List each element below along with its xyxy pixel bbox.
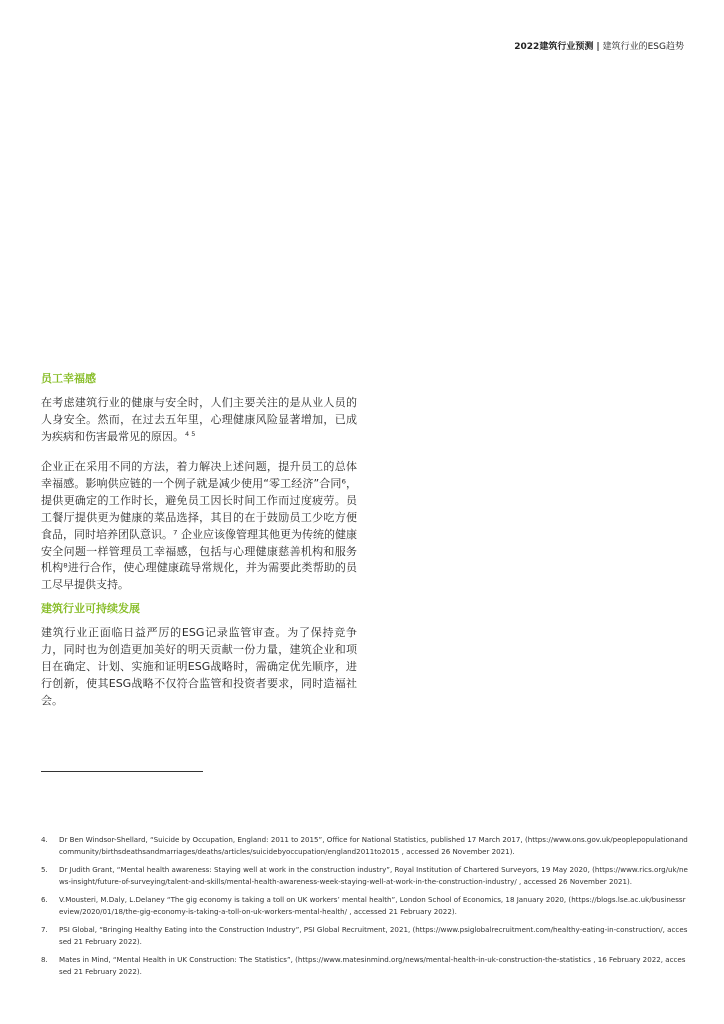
footnote-text: Dr Ben Windsor-Shellard, “Suicide by Occupation, England: 2011 to 2015”, Office for National Statistics, published 17 March 2017, (https://www.ons.gov.uk/peoplepopulationandcommunity/birthsdeathsandmarriages/deaths/articles/suicidebyoccupation/england2011to2015 , accessed 26 November 2021). xyxy=(59,835,688,856)
footnote-number: 5. xyxy=(41,865,48,874)
footnote-number: 8. xyxy=(41,955,48,964)
footnote-item xyxy=(41,894,689,917)
section-heading-sustainability: 建筑行业可持续发展 xyxy=(41,602,140,615)
footnote-text: Dr Judith Grant, “Mental health awareness: Staying well at work in the construction industry”, Royal Institution of Chartered Surveyors, 19 May 2020, (https://www.rics.org/uk/news-insight/future-of-surveying/talent-and-skills/mental-health-awareness-week-staying-well-at-work-in-the-construction-industry/ , accessed 26 November 2021). xyxy=(59,865,688,886)
footnote-divider xyxy=(41,771,203,772)
paragraph-text: 企业正在采用不同的方法，着力解决上述问题，提升员工的总体幸福感。影响供应链的一个例子就是减少使用“零工经济”合同⁶，提供更确定的工作时长，避免员工因长时间工作而过度疲劳。员工餐厅提供更为健康的菜品选择，其目的在于鼓励员工少吃方便食品，同时培养团队意识。⁷ 企业应该像管理其他更为传统的健康安全问题一样管理员工幸福感，包括与心理健康慈善机构和服务机构⁸进行合作，使心理健康疏导常规化，并为需要此类帮助的员工尽早提供支持。 xyxy=(41,460,357,592)
footnote-text: V.Mousteri, M.Daly, L.Delaney “The gig economy is taking a toll on UK workers’ mental health”, London School of Economics, 18 January 2020, (https://blogs.lse.ac.uk/businessreview/2020/01/18/the-gig-economy-is-taking-a-toll-on-uk-workers-mental-health/ , accessed 21 February 2022). xyxy=(59,895,686,916)
footnote-item xyxy=(41,834,689,857)
section-title: 建筑行业的ESG趋势 xyxy=(602,42,684,52)
footnote-text: Mates in Mind, “Mental Health in UK Construction: The Statistics”, (https://www.matesinmind.org/news/mental-health-in-uk-construction-the-statistics , 16 February 2022, accessed 21 February 2022). xyxy=(59,955,686,976)
section-heading-employee-wellbeing: 员工幸福感 xyxy=(41,372,96,385)
footnote-refs: 4 5 xyxy=(185,429,196,438)
footnote-item xyxy=(41,924,689,947)
paragraph-esg-scrutiny xyxy=(41,625,357,710)
running-header xyxy=(514,39,684,52)
report-title: 2022建筑行业预测 xyxy=(514,42,594,52)
header-separator: | xyxy=(596,42,600,52)
paragraph-text: 建筑行业正面临日益严厉的ESG记录监管审查。为了保持竞争力，同时也为创造更加美好的明天贡献一份力量，建筑企业和项目在确定、计划、实施和证明ESG战略时，需确定优先顺序，进行创新，使其ESG战略不仅符合监管和投资者要求，同时造福社会。 xyxy=(41,626,357,707)
footnotes xyxy=(41,834,689,984)
paragraph-health-safety xyxy=(41,395,357,446)
footnote-number: 7. xyxy=(41,925,48,934)
footnote-item xyxy=(41,954,689,977)
paragraph-wellbeing-approaches xyxy=(41,459,357,594)
footnote-number: 6. xyxy=(41,895,48,904)
footnote-item xyxy=(41,864,689,887)
paragraph-text: 在考虑建筑行业的健康与安全时，人们主要关注的是从业人员的人身安全。然而，在过去五年里，心理健康风险显著增加，已成为疾病和伤害最常见的原因。 xyxy=(41,396,357,443)
footnote-text: PSI Global, “Bringing Healthy Eating into the Construction Industry”, PSI Global Recruitment, 2021, (https://www.psiglobalrecruitment.com/healthy-eating-in-construction/, accessed 21 February 2022). xyxy=(59,925,688,946)
footnote-number: 4. xyxy=(41,835,48,844)
